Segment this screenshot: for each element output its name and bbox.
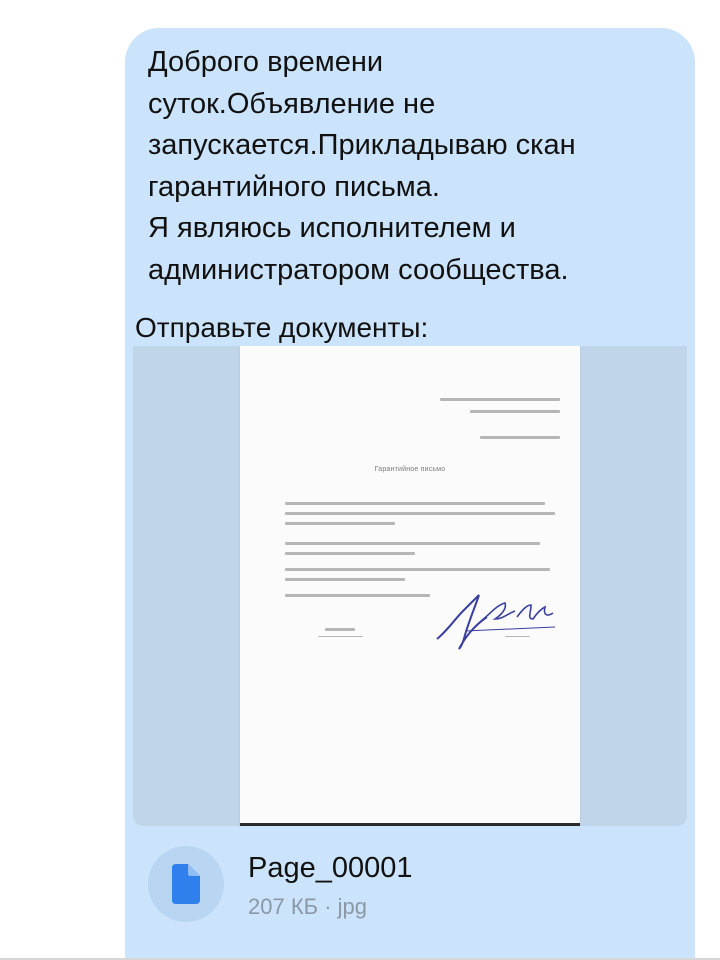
doc-header-line [440,398,560,401]
doc-body-line [285,578,405,581]
message-text: Доброго времени суток.Объявление не запускается.Прикладываю скан гарантийного письма. Я являюсь исполнителем и администратором сообщества. [148,46,576,286]
doc-date-caption [318,636,363,637]
doc-body-line [285,502,545,505]
doc-body-line [285,512,555,515]
document-heading: Гарантийное письмо [374,466,446,473]
file-extension: jpg [337,894,368,919]
doc-date-line [325,628,355,631]
doc-header-line [470,410,560,413]
doc-body-line [285,594,430,597]
signature-image [435,591,565,651]
doc-body-line [285,542,540,545]
document-edge [240,823,580,826]
doc-body-line [285,522,395,525]
file-size: 207 КБ [248,894,319,919]
file-meta-separator: · [324,894,332,919]
file-icon-container[interactable] [148,846,224,922]
doc-body-line [285,568,550,571]
file-attachment[interactable] [148,846,668,926]
file-icon [168,864,204,904]
file-name: Page_00001 [248,852,413,884]
attached-image[interactable] [133,346,687,826]
file-meta [248,894,367,920]
quoted-request-label: Отправьте документы: [135,312,429,343]
doc-header-line [480,436,560,439]
document-scan [240,346,580,826]
doc-body-line [285,552,415,555]
